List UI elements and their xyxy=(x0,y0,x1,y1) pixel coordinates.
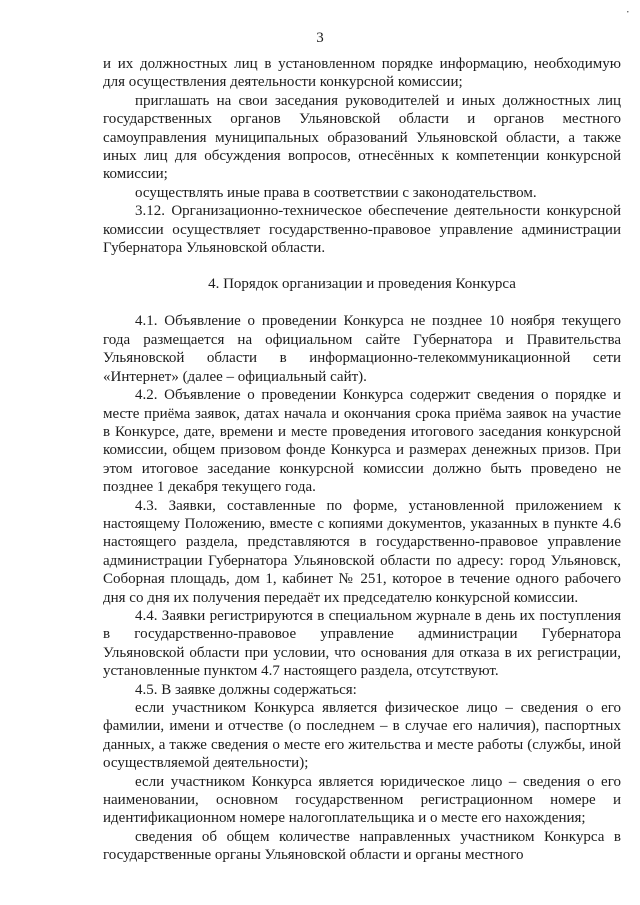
paragraph-4-4: 4.4. Заявки регистрируются в специальном журнале в день их поступления в государственно-правовое управление администрации Губернатора Ульяновской области при условии, что основания для отказа в их регистрации, установленные пунктом 4.7 настоящего раздела, отсутствуют. xyxy=(103,607,621,680)
document-body xyxy=(103,55,621,865)
paragraph-4-1: 4.1. Объявление о проведении Конкурса не позднее 10 ноября текущего года размещается на официальном сайте Губернатора и Правительства Ульяновской области в информационно-телекоммуникационной сети «Интернет» (далее – официальный сайт). xyxy=(103,313,621,385)
paragraph-3-12: 3.12. Организационно-техническое обеспечение деятельности конкурсной комиссии осуществляет государственно-правовое управление администрации Губернатора Ульяновской области. xyxy=(103,203,621,257)
paragraph-4-2: 4.2. Объявление о проведении Конкурса содержит сведения о порядке и месте приёма заявок, датах начала и окончания срока приёма заявок на участие в Конкурсе, дате, времени и месте проведения итогового заседания конкурсной комиссии, общем призовом фонде Конкурса и размерах денежных призов. При этом итоговое заседание конкурсной комиссии должно быть проведено не позднее 1 декабря текущего года. xyxy=(103,387,621,496)
corner-mark: · xyxy=(625,4,630,19)
section-heading: 4. Порядок организации и проведения Конкурса xyxy=(208,276,516,293)
paragraph-4-5: 4.5. В заявке должны содержаться: xyxy=(135,681,357,698)
paragraph-other-rights: осуществлять иные права в соответствии с законодательством. xyxy=(135,184,537,201)
paragraph-individual: если участником Конкурса является физическое лицо – сведения о его фамилии, имени и отчестве (о последнем – в случае его наличия), паспортных данных, а также сведения о месте его жительства и месте работы (службы, иной осуществляемой деятельности); xyxy=(103,700,621,772)
paragraph-4-3: 4.3. Заявки, составленные по форме, установленной приложением к настоящему Положению, вместе с копиями документов, указанных в пункте 4.6 настоящего раздела, представляются в государственно-правовое управление администрации Губернатора Ульяновской области по адресу: город Ульяновск, Соборная площадь, дом 1, кабинет № 251, которое в течение одного рабочего дня со дня их получения передаёт их председателю конкурсной комиссии. xyxy=(103,497,621,606)
paragraph-legal-entity: если участником Конкурса является юридическое лицо – сведения о его наименовании, основном государственном регистрационном номере и идентификационном номере налогоплательщика и о месте его нахождения; xyxy=(103,773,621,827)
paragraph-total-count: сведения об общем количестве направленных участником Конкурса в государственные органы Ульяновской области и органы местного xyxy=(103,828,621,864)
paragraph-continuation: и их должностных лиц в установленном порядке информацию, необходимую для осуществления деятельности конкурсной комиссии; xyxy=(103,56,621,91)
page-number: 3 xyxy=(316,30,324,46)
paragraph-invite: приглашать на свои заседания руководителей и иных должностных лиц государственных органов Ульяновской области и органов местного самоуправления муниципальных образований Ульяновской области, а также иных лиц для обсуждения вопросов, отнесённых к компетенции конкурсной комиссии; xyxy=(103,92,621,183)
